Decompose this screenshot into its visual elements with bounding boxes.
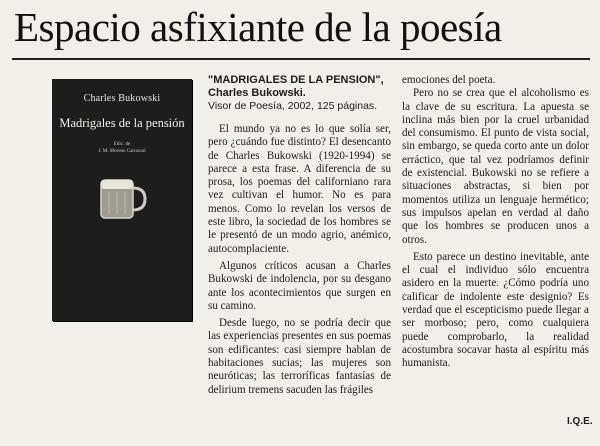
- article-paragraph: Pero no se crea que el alcoholismo es la clave de su escritura. La apuesta se inclina más bien por la cruel urbanidad del consumismo. El punto de vista social, sin embargo, se queda corto ante un dolor erráctico, que tal vez podríamos definir de existencial. Bukowski no se refiere a situaciones abstractas, si bien por momentos utiliza un lenguaje hermético; sus impulsos apelan en verdad al daño que los hombres se producen unos a otros.: [402, 87, 589, 246]
- author-signature: I.Q.E.: [567, 416, 593, 427]
- article-column-2: [402, 74, 589, 371]
- book-cover-image: [52, 79, 192, 321]
- article-paragraph: Algunos críticos acusan a Charles Bukowski de indolencia, por su desgano ante los acontecimientos que surgen en su camino.: [208, 259, 391, 312]
- beer-mug-icon: [97, 174, 149, 222]
- book-cover-edition: [62, 141, 182, 155]
- review-book-title: "MADRIGALES DE LA PENSION",: [208, 74, 384, 86]
- article-paragraph: Esto parece un destino inevitable, ante el cual el individuo sólo encuentra asidero en la muerte. ¿Cómo podría uno calificar de indolente este designio? Es verdad que el escepticismo puede llegar a ser morboso; pero, como cualquiera puede comprobarlo, la realidad acostumbra socavar hasta al espíritu más humanista.: [402, 250, 589, 370]
- book-cover-edition-line1: Edic. de: [113, 142, 131, 147]
- headline: Espacio asfixiante de la poesía: [14, 4, 502, 50]
- article-paragraph: Desde luego, no se podría decir que las experiencias presentes en sus poemas son edificantes: casi siempre hablan de habitaciones sucias; las mujeres son neuróticas; las terroríficas fantasías de delirium tremens sacuden las frágiles: [208, 317, 391, 396]
- book-cover-title: Madrigales de la pensión: [59, 116, 185, 130]
- review-publication-info: Visor de Poesía, 2002, 125 páginas.: [208, 100, 378, 112]
- article-continuation: emociones del poeta.: [402, 74, 496, 86]
- article-paragraph: El mundo ya no es lo que solía ser, pero ¿cuándo fue distinto? El desencanto de Charles Bukowski (1920-1994) se parece a esta frase. A diferencia de su prosa, los poemas del californiano rara vez cultivan el humor. No es para menos. Como lo revelan los versos de este libro, la sociedad de los hombres se le presentó de un modo agrio, anémico, autocomplaciente.: [208, 123, 391, 255]
- book-cover-edition-line2: J. M. Moreno Carrascal: [98, 149, 146, 154]
- book-cover-author: Charles Bukowski: [83, 93, 161, 104]
- review-book-author: Charles Bukowski.: [208, 87, 306, 99]
- headline-rule: [12, 58, 590, 60]
- article-column-1: [208, 74, 391, 397]
